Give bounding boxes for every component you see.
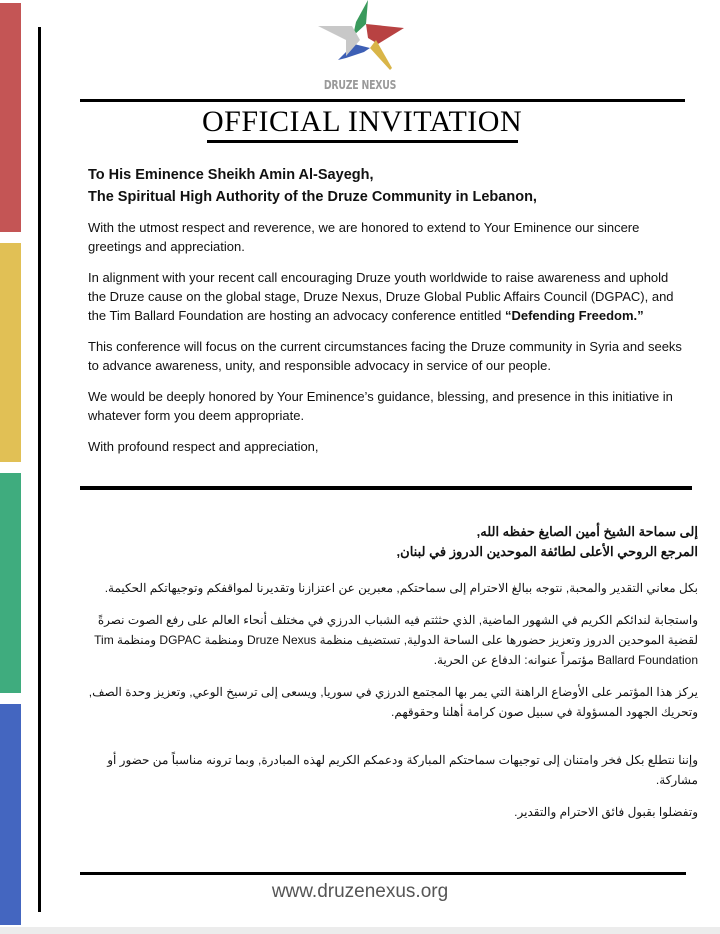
arabic-paragraph-4: وإننا نتطلع بكل فخر وامتنان إلى توجيهات سماحتكم المباركة ودعمكم الكريم لهذه المبادرة, وبما ترونه مناسباً من حضور أو مشاركة. [107, 753, 698, 787]
arabic-address-line2: المرجع الروحي الأعلى لطائفة الموحدين الدروز في لبنان, [396, 544, 698, 559]
star-arm-yellow [370, 40, 392, 70]
bottom-strip [0, 927, 720, 934]
english-address-line1: To His Eminence Sheikh Amin Al-Sayegh, [88, 167, 374, 183]
english-paragraph-1: With the utmost respect and reverence, we are honored to extend to Your Eminence our sincere greetings and appreciation. [88, 220, 640, 254]
middle-rule [80, 486, 692, 490]
decorative-bar-green [0, 473, 21, 693]
top-rule [80, 99, 685, 102]
page-title: OFFICIAL INVITATION [202, 105, 523, 138]
website-url[interactable]: www.druzenexus.org [271, 881, 449, 902]
druze-nexus-logo [312, 0, 408, 96]
bottom-rule [80, 872, 686, 875]
decorative-bar-red [0, 3, 21, 232]
left-vertical-rule [38, 27, 41, 912]
arabic-address [88, 522, 698, 562]
english-paragraph-2-text: In alignment with your recent call encouraging Druze youth worldwide to raise awareness and uphold the Druze cause on the global stage, Druze Nexus, Druze Global Public Affairs Council (DGPAC), and the Tim Ballard Foundation are hosting an advocacy conference entitled [88, 270, 674, 323]
english-address [88, 164, 688, 208]
arabic-address-line1: إلى سماحة الشيخ أمين الصايغ حفظه الله, [476, 524, 698, 539]
arabic-closing: وتفضلوا بقبول فائق الاحترام والتقدير. [514, 805, 698, 819]
english-paragraph-4: We would be deeply honored by Your Eminence’s guidance, blessing, and presence in this initiative in whatever form you deem appropriate. [88, 389, 673, 423]
logo-text: DRUZE NEXUS [323, 78, 397, 92]
english-letter [88, 164, 688, 468]
title-underline [207, 140, 518, 143]
arabic-letter [88, 522, 698, 834]
arabic-paragraph-1: بكل معاني التقدير والمحبة, نتوجه ببالغ الاحترام إلى سماحتكم, معبرين عن اعتزازنا وتقديرنا لمواقفكم وتوجيهاتكم الحكيمة. [104, 581, 698, 595]
english-closing: With profound respect and appreciation, [88, 439, 319, 454]
english-address-line2: The Spiritual High Authority of the Druze Community in Lebanon, [88, 189, 537, 205]
star-icon [316, 0, 404, 78]
arabic-paragraph-3: يركز هذا المؤتمر على الأوضاع الراهنة التي يمر بها المجتمع الدرزي في سوريا, ويسعى إلى ترسيخ الوعي, وتعزيز وحدة الصف, وتحريك الجهود المسؤولة في سبيل صون كرامة أهلنا وحقوقهم. [88, 685, 698, 719]
decorative-bar-yellow [0, 243, 21, 462]
star-arm-red [366, 24, 404, 44]
english-paragraph-2 [88, 268, 688, 325]
english-paragraph-3: This conference will focus on the current circumstances facing the Druze community in Syria and seeks to advance awareness, unity, and responsible advocacy in service of our people. [88, 339, 682, 373]
conference-name: “Defending Freedom.” [504, 308, 644, 323]
star-arm-green [353, 0, 368, 36]
arabic-paragraph-2: واستجابة لندائكم الكريم في الشهور الماضية, الذي حثثتم فيه الشباب الدرزي في مختلف أنحاء العالم على رفع الصوت نصرةً لقضية الموحدين الدروز وتعزيز حضورها على الساحة الدولية, تستضيف منظمة Druze Nexus ومنظمة DGPAC ومنظمة Tim Ballard Foundation مؤتمراً عنوانه: الدفاع عن الحرية. [94, 613, 698, 667]
